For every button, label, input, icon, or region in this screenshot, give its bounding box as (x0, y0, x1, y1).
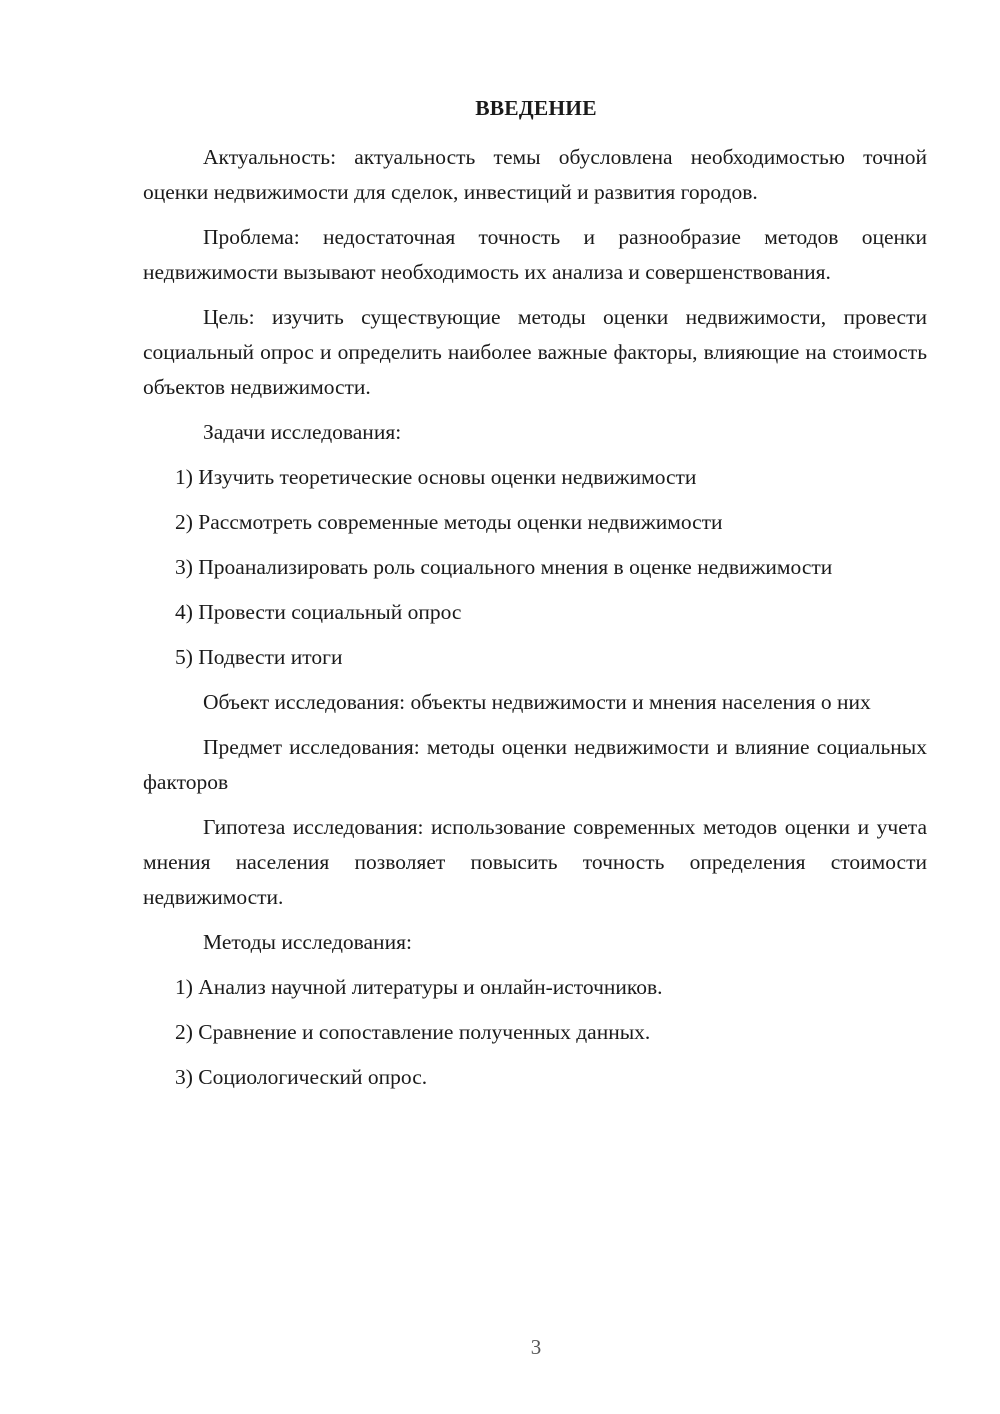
task-item-2: 2) Рассмотреть современные методы оценки недвижимости (175, 510, 723, 534)
paragraph-subject: Предмет исследования: методы оценки недвижимости и влияние социальных факторов (143, 735, 927, 794)
paragraph-relevance: Актуальность: актуальность темы обусловлена необходимостью точной оценки недвижимости для сделок, инвестиций и развития городов. (143, 145, 927, 204)
document-body (143, 140, 927, 1105)
task-item-1: 1) Изучить теоретические основы оценки недвижимости (175, 465, 697, 489)
page-number: 3 (530, 1335, 542, 1359)
paragraph-hypothesis: Гипотеза исследования: использование современных методов оценки и учета мнения населения позволяет повысить точность определения стоимости недвижимости. (143, 815, 927, 909)
paragraph-object: Объект исследования: объекты недвижимости и мнения населения о них (203, 690, 871, 714)
method-item-1: 1) Анализ научной литературы и онлайн-источников. (175, 975, 663, 999)
task-item-3: 3) Проанализировать роль социального мнения в оценке недвижимости (175, 555, 833, 579)
paragraph-problem: Проблема: недостаточная точность и разнообразие методов оценки недвижимости вызывают необходимость их анализа и совершенствования. (143, 225, 927, 284)
method-item-2: 2) Сравнение и сопоставление полученных данных. (175, 1020, 651, 1044)
method-item-3: 3) Социологический опрос. (175, 1065, 428, 1089)
paragraph-goal: Цель: изучить существующие методы оценки недвижимости, провести социальный опрос и определить наиболее важные факторы, влияющие на стоимость объектов недвижимости. (143, 305, 927, 399)
paragraph-tasks-heading: Задачи исследования: (203, 420, 402, 444)
task-item-4: 4) Провести социальный опрос (175, 600, 462, 624)
paragraph-methods-heading: Методы исследования: (203, 930, 412, 954)
page-title: ВВЕДЕНИЕ (475, 96, 597, 120)
task-item-5: 5) Подвести итоги (175, 645, 343, 669)
